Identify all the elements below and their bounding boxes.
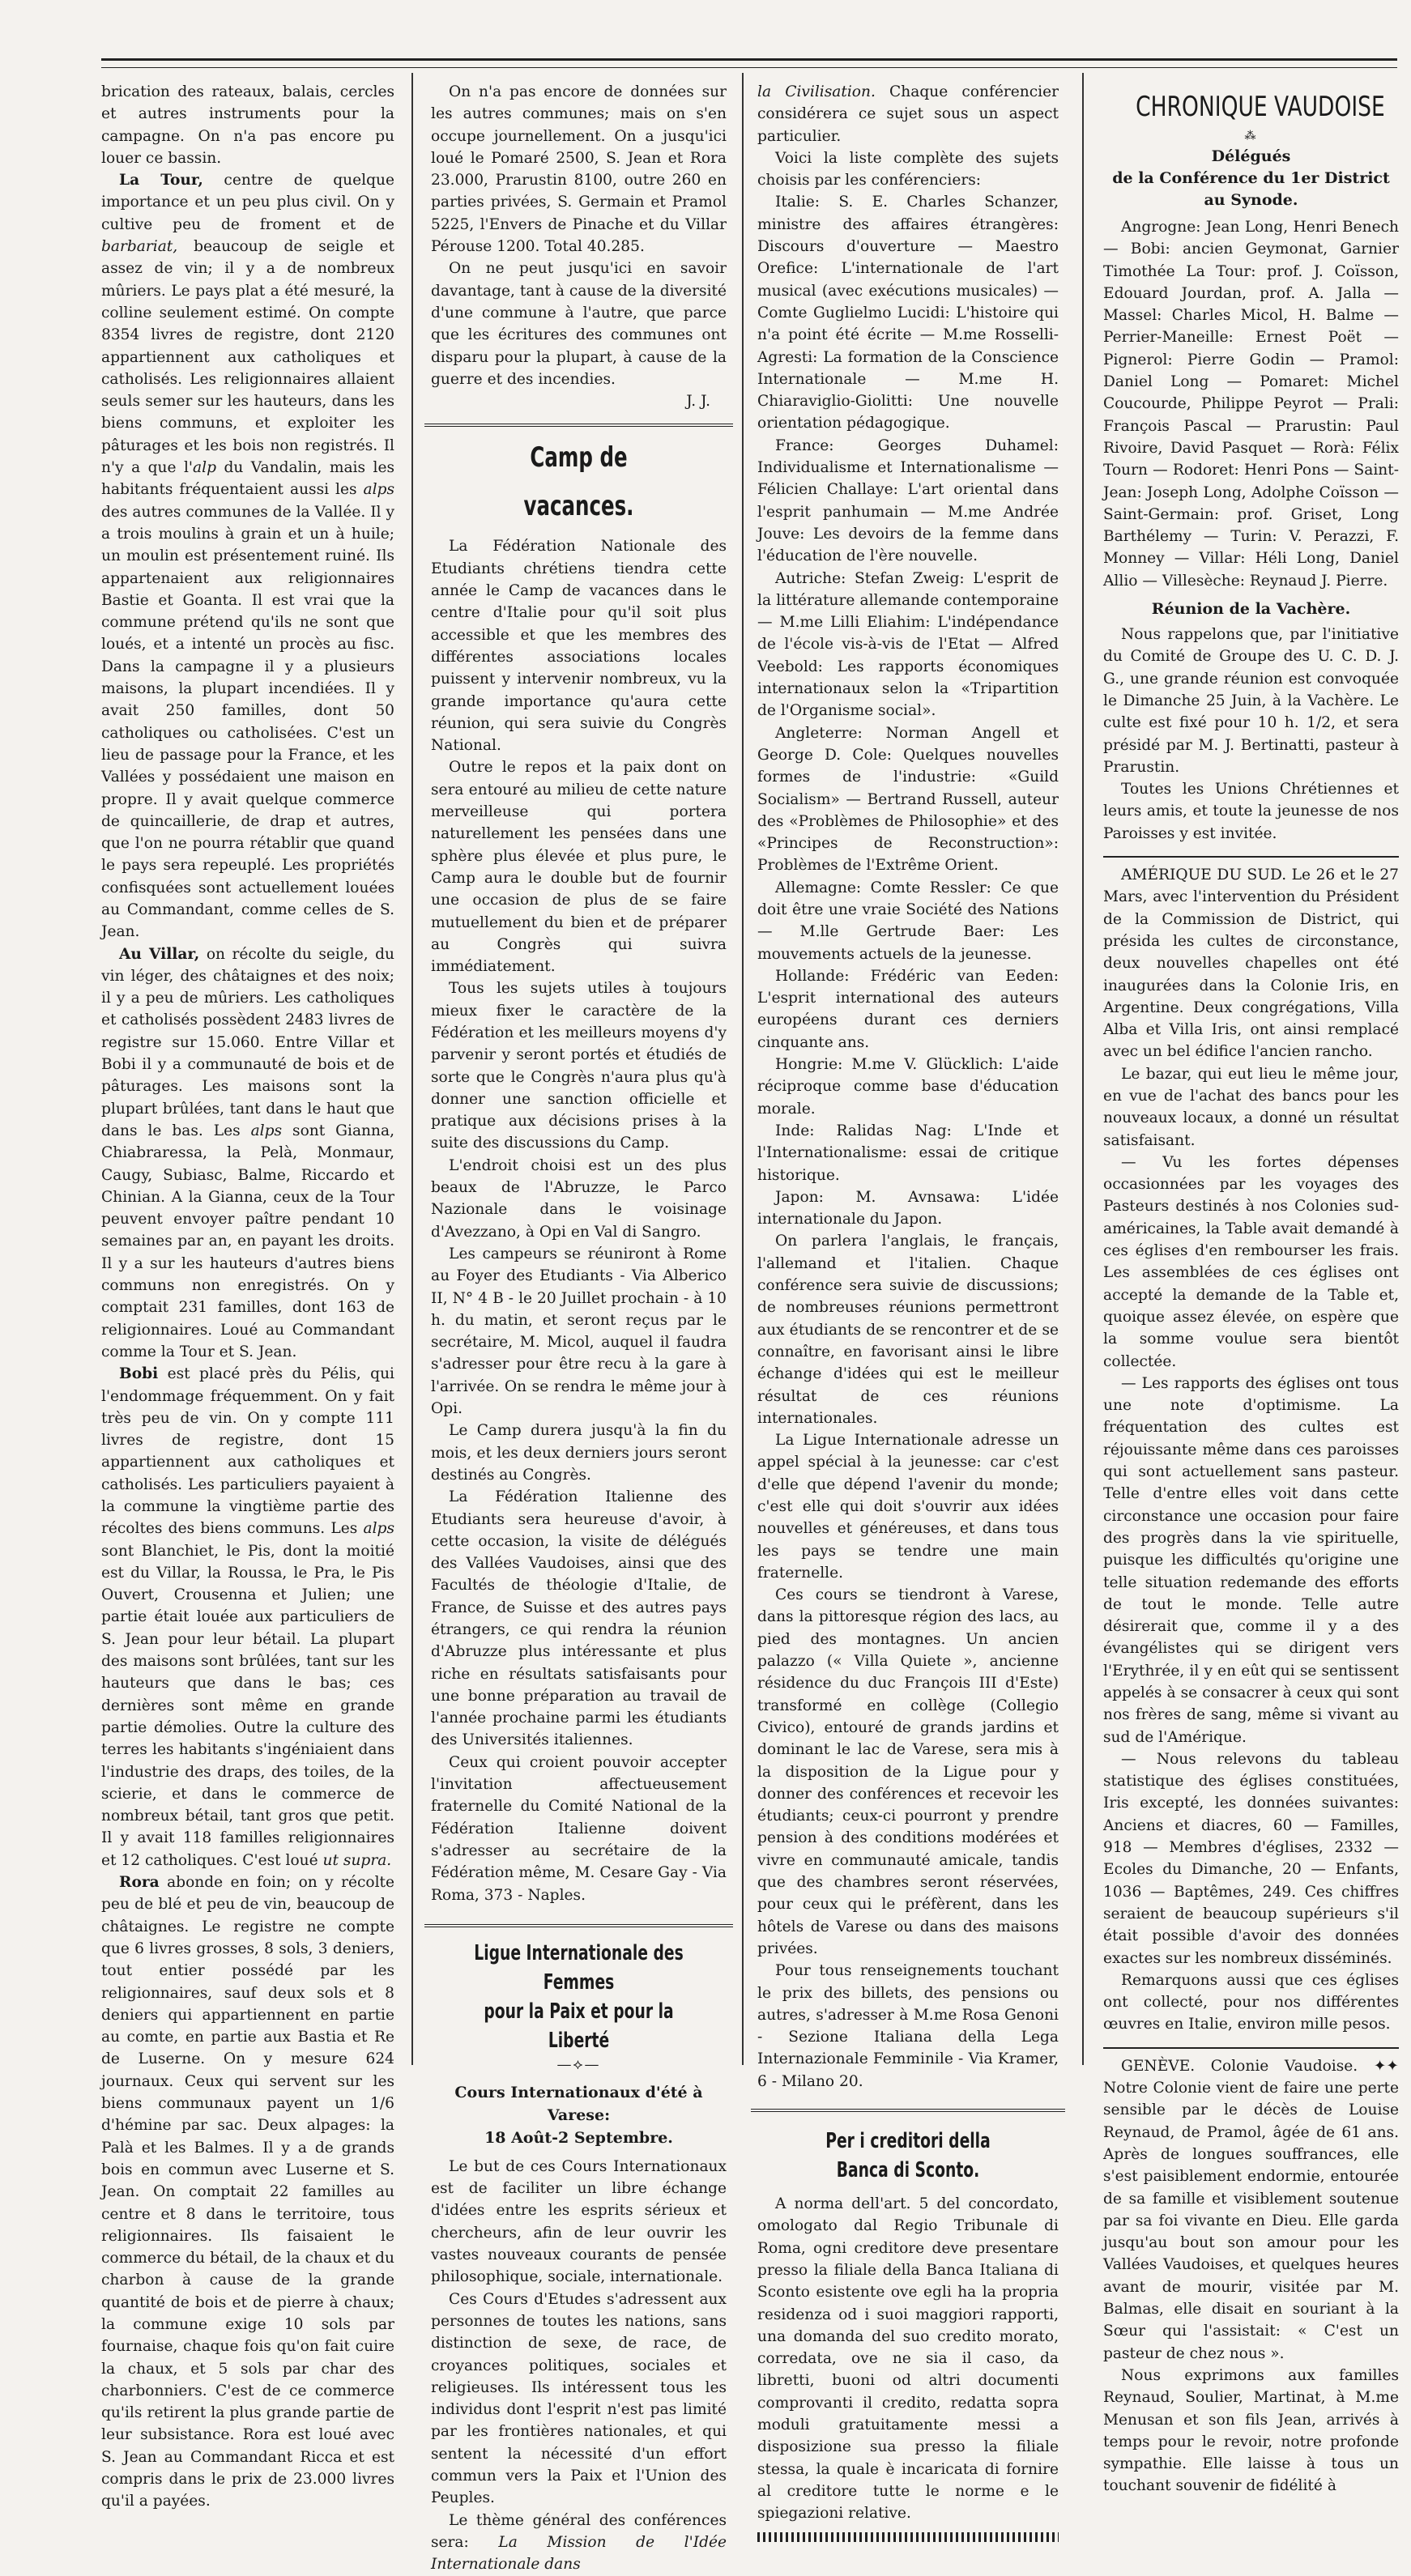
paragraph: Pour tous renseignements touchant le prix des billets, des pensions ou autres, s'adresser à M.me Rosa Genoni - Sezione Italiana della Lega Internazionale Femminile - Via Kramer, 6 - Milano 20. <box>757 1962 1059 2090</box>
paragraph: Remarquons aussi que ces églises ont collecté, pour nos différentes œuvres en Italie, environ mille pesos. <box>1103 1971 1399 2033</box>
paragraph: La Fédération Italienne des Etudiants sera heureuse d'avoir, à cette occasion, la visite de délégués des Vallées Vaudoises, ainsi que des Facultés de théologie d'Italie, de France, de Suisse et des autres pays étrangers, ce qui rendra la réunion d'Abruzze plus intéressante et plus riche en résultats satisfaisants pour une bonne préparation au travail de l'année prochaine parmi les étudiants des Universités italiennes. <box>431 1488 727 1749</box>
article-banca <box>751 2109 1065 2542</box>
paragraph: Outre le repos et la paix dont on sera entouré au milieu de cette nature merveilleuse qui portera naturellement les pensées dans une sphère plus élevée et plus pure, le Camp aura le double but de fournir une occasion de plus de se faire mutuellement du bien et de préparer au Congrès qui suivra immédiatement. <box>431 759 727 976</box>
paragraph: Voici la liste complète des sujets choisis par les conférenciers: <box>757 149 1059 189</box>
article-subtitle: Cours Internationaux d'été à Varese: <box>454 2083 703 2124</box>
signature: J. J. <box>686 393 710 411</box>
section-subtitle: Réunion de la Vachère. <box>1151 600 1351 619</box>
paragraph: Nous rappelons que, par l'initiative du Comité de Groupe des U. C. D. J. G., une grande réunion est convoquée le Dimanche 25 Juin, à la Vachère. Le culte est fixé pour 10 h. 1/2, et sera présidé par M. J. Bertinatti, pasteur à Prarustin. <box>1103 626 1399 776</box>
section-subtitle: Délégués <box>1211 147 1291 165</box>
paragraph: Le bazar, qui eut lieu le même jour, en vue de l'achat des bancs pour les nouveaux locaux, a donné un résultat satisfaisant. <box>1103 1065 1399 1149</box>
column-2 <box>431 81 727 2576</box>
paragraph: — Vu les fortes dépenses occasionnées par les voyages des Pasteurs destinés à nos Colonies sud-américaines, la Table avait demandé à ces églises d'en rembourser les frais. Les assemblées de ces églises ont accepté la demande de la Table et, quoique assez élevée, on espère que la somme voulue sera bientôt collectée. <box>1103 1153 1399 1370</box>
paragraph: On parlera l'anglais, le français, l'allemand et l'italien. Chaque conférence sera suivie de discussions; de nombreuses réunions permettront aux étudiants de se rencontrer et de se connaître, en favorisant ainsi le libre échange d'idées qui est le meilleur résultat de ces réunions internationales. <box>757 1233 1059 1427</box>
ornament: ⁂ <box>1244 130 1258 143</box>
ornament-divider: —⟡— <box>556 2055 601 2073</box>
article-ligue <box>424 1924 733 2576</box>
paragraph-villar: Au Villar, on récolte du seigle, du vin léger, des châtaignes et des noix; il y a peu de mûriers. Les catholiques et catholisés possèdent 2483 livres de registre sur 15.060. Entre Villar et Bobi il y a communauté de bois et de pâturages. Les maisons sont la plupart brûlées, tant dans le haut que dans le bas. Les alps sont Gianna, Chiabraressa, la Pelà, Monmaur, Caugy, Subiasc, Balme, Riccardo et Chinian. A la Gianna, ceux de la Tour peuvent envoyer paître pendant 10 semaines par an, en payant les droits. Il y a sur les hauteurs d'autres biens communs non enregistrés. On y comptait 231 familles, dont 163 de religionnaires. Loué au Commandant comme la Tour et S. Jean. <box>101 945 394 1360</box>
paragraph: La Fédération Nationale des Etudiants chrétiens tiendra cette année le Camp de vacances dans le centre d'Italie pour qu'il soit plus accessible et que les membres des différentes associations locales puissent y intervenir nombreux, vu la grande importance qu'aura cette réunion, qui sera suivie du Congrès National. <box>431 538 727 755</box>
speaker-list-hollande: Hollande: Frédéric van Eeden: L'esprit international des auteurs européens durant ces derniers cinquante ans. <box>757 967 1059 1051</box>
column-3 <box>757 81 1059 2542</box>
paragraph: Nous exprimons aux familles Reynaud, Soulier, Martinat, à M.me Menusan et son fils Jean, arrivés à temps pour le revoir, notre profonde sympathie. Elle laisse à tous un touchant souvenir de fidélité à <box>1103 2366 1399 2495</box>
section-subtitle: au Synode. <box>1204 191 1298 209</box>
section-title: CHRONIQUE VAUDOISE <box>1136 91 1385 123</box>
paragraph: L'endroit choisi est un des plus beaux de l'Abruzze, le Parco Nazionale dans le voisinage d'Avezzano, à Opi en Val di Sangro. <box>431 1156 727 1241</box>
paragraph-la-tour: La Tour, centre de quelque importance et un peu plus civil. On y cultive peu de froment et de barbariat, beaucoup de seigle et assez de vin; il y a de nombreux mûriers. Le pays plat a été mesuré, la colline seulement estimé. On compte 8354 livres de registre, dont 2120 appartiennent aux catholiques et catholisés. Les religionnaires allaient seuls semer sur les hauteurs, dans les biens communs, et exploiter les pâturages et les bois non registrés. Il n'y a que l'alp du Vandalin, mais les habitants fréquentaient aussi les alps des autres communes de la Vallée. Il y a trois moulins à grain et un à huile; un moulin est présentement ruiné. Ils appartenaient aux religionnaires Bastie et Goanta. Il est vrai que la commune prétend qu'ils ne sont que loués, et a intenté un procès au fisc. Dans la campagne il y a plusieurs maisons, la plupart incendiées. Il y avait 250 familles, dont 50 catholiques ou catholisées. C'est un lieu de passage pour la France, et les Vallées y possédaient une maison en propre. Il y avait quelque commerce de quincaillerie, de drap et autres, que l'on ne pourra rétablir que quand le pays sera repeuplé. Les propriétés confisquées sont actuellement louées au Commandant, comme celles de S. Jean. <box>101 172 394 941</box>
column-4 <box>1103 81 1399 2497</box>
speaker-list-angleterre: Angleterre: Norman Angell et George D. Cole: Quelques nouvelles formes de l'industrie: «Guild Socialism» — Bertrand Russell, auteur des «Problèmes de Philosophie» et des «Principes de Reconstruction»: Problèmes de l'Extrême Orient. <box>757 724 1059 875</box>
paragraph: Le Camp durera jusqu'à la fin du mois, et les deux derniers jours seront destinés au Congrès. <box>431 1422 727 1484</box>
paragraph: — Les rapports des églises ont tous une note d'optimisme. La fréquentation des cultes est réjouissante même dans ces paroisses qui sont actuellement sans pasteur. Telle d'entre elles voit dans cette circonstance une occasion pour faire des progrès dans la vie spirituelle, puisque les difficultés qu'origine une telle situation redemande des efforts de tout le monde. Telle autre désirerait que, comme il y a des évangélistes qui se dirigent vers l'Erythrée, il y en eût qui se sentissent appelés à se consacrer à ceux qui sont nos frères de sang, même si vivant au sud de l'Amérique. <box>1103 1374 1399 1746</box>
article-title-line: pour la Paix et pour la Liberté <box>484 1999 674 2053</box>
article-title: Per i creditori della Banca di Sconto. <box>825 2129 991 2183</box>
column-divider <box>742 73 744 2065</box>
article-title-line: Ligue Internationale des Femmes <box>474 1940 684 1995</box>
article-subtitle: 18 Août-2 Septembre. <box>484 2128 673 2147</box>
paragraph: GENÈVE. Colonie Vaudoise. ✦✦ Notre Colonie vient de faire une perte sensible par le décès de Louise Reynaud, de Pramol, âgée de 61 ans. Après de longues souffrances, elle s'est paisiblement endormie, entourée de sa famille et visiblement soutenue par sa foi vivante en Dieu. Elle garda jusqu'au bout son amour pour les Vallées Vaudoises, et quelques heures avant de mourir, visitée par M. Balmas, elle disait en souriant à la Sœur qui l'assistait: « C'est un pasteur de chez nous ». <box>1103 2057 1399 2362</box>
paragraph: AMÉRIQUE DU SUD. Le 26 et le 27 Mars, avec l'intervention du Président de la Commission de District, qui présida les cultes de circonstance, deux nouvelles chapelles ont été inaugurées dans la Colonie Iris, en Argentine. Deux congrégations, Villa Alba et Villa Iris, ont ainsi remplacé avec un bel édifice l'ancien rancho. <box>1103 866 1399 1061</box>
speaker-list-france: France: Georges Duhamel: Individualisme et Internationalisme — Félicien Challaye: L'art oriental dans l'esprit panhumain — M.me Andrée Jouve: Les devoirs de la femme dans l'éducation de l'ère nouvelle. <box>757 436 1059 565</box>
column-1 <box>101 81 394 2513</box>
paragraph: la Civilisation. Chaque conférencier considérera ce sujet sous un aspect particulier. <box>757 83 1059 145</box>
speaker-list-japon: Japon: M. Avnsawa: L'idée internationale du Japon. <box>757 1188 1059 1228</box>
column-divider <box>411 73 413 2065</box>
paragraph: On n'a pas encore de données sur les autres communes; mais on s'en occupe journellement. On a jusqu'ici loué le Pomaré 2500, S. Jean et Rora 23.000, Prarustin 8100, outre 260 en parties privées, S. Germain et Pramol 5225, l'Envers de Pinache et du Villar Pérouse 1200. Total 40.285. <box>431 83 727 256</box>
paragraph: Tous les sujets utiles à toujours mieux fixer le caractère de la Fédération et les meilleurs moyens d'y parvenir y seront portés et étudiés de sorte que le Congrès n'aura plus qu'à donner une sanction officielle et pratique aux décisions prises à la suite des discussions du Camp. <box>431 980 727 1152</box>
paragraph: brication des rateaux, balais, cercles et autres instruments pour la campagne. On n'a pas encore pu louer ce bassin. <box>101 83 394 167</box>
paragraph: Les campeurs se réuniront à Rome au Foyer des Etudiants - Via Alberico II, N° 4 B - le 20 Juillet prochain - à 10 h. du matin, et seront reçus par le secrétaire, M. Micol, auquel il faudra s'adresser pour être recu à la gare à l'arrivée. On se rendra le même jour à Opi. <box>431 1245 727 1418</box>
paragraph: On ne peut jusqu'ici en savoir davantage, tant à cause de la diversité d'une commune à l'autre, que parce que les écritures des communes ont disparu pour la plupart, à cause de la guerre et des incendies. <box>431 260 727 388</box>
paragraph: Toutes les Unions Chrétiennes et leurs amis, et toute la jeunesse de nos Paroisses y est invitée. <box>1103 781 1399 842</box>
section-subtitle: de la Conférence du 1er District <box>1112 169 1390 187</box>
speaker-list-allemagne: Allemagne: Comte Ressler: Ce que doit être une vraie Société des Nations — M.lle Gertrude Baer: Les mouvements actuels de la jeunesse. <box>757 879 1059 963</box>
article-camp <box>424 424 733 1905</box>
paragraph: Ceux qui croient pouvoir accepter l'invitation affectueusement fraternelle du Comité National de la Fédération Italienne doivent s'adresser au secrétaire de la Fédération même, M. Cesare Gay - Via Roma, 373 - Naples. <box>431 1753 727 1904</box>
paragraph: La Ligue Internationale adresse un appel spécial à la jeunesse: car c'est d'elle que dépend l'avenir du monde; c'est elle qui doit s'ouvrir aux idées nouvelles et généreuses, et dans tous les pays se tendre une main fraternelle. <box>757 1432 1059 1582</box>
divider <box>1103 856 1399 858</box>
divider <box>1103 2047 1399 2049</box>
article-title: Camp de vacances. <box>523 441 634 523</box>
paragraph-rora: Rora abonde en foin; on y récolte peu de blé et peu de vin, beaucoup de châtaignes. Le registre ne compte que 6 livres grosses, 8 sols, 3 deniers, tout entier possédé par les religionnaires, sauf deux sols et 8 deniers qui appartiennent en partie au comte, en partie aux Bastia et Re de Luserne. On y mesure 624 journaux. Ceux qui servent sur les biens communaux payent un 1/6 d'hémine par sac. Deux alpages: la Palà et les Balmes. Il y a de grands bois en commun avec Luserne et S. Jean. On comptait 22 familles au centre et 8 dans le territoire, tous religionnaires. Ils faisaient le commerce du bétail, de la chaux et du charbon à cause de la grande quantité de bois et de pierre à chaux; la commune exige 10 sols par fournaise, chaque fois qu'on fait cuire la chaux, et 5 sols par char des charbonniers. C'est de ce commerce qu'ils retirent la plus grande partie de leur subsistance. Rora est loué avec S. Jean au Commandant Ricca et est compris dans le prix de 23.000 livres qu'il a payées. <box>101 1874 394 2510</box>
speaker-list-inde: Inde: Ralidas Nag: L'Inde et l'Internationalisme: essai de critique historique. <box>757 1122 1059 1184</box>
paragraph: A norma dell'art. 5 del concordato, omologato dal Regio Tribunale di Roma, ogni creditore deve presentare presso la filiale della Banca Italiana di Sconto esistente ove egli ha la propria residenza od i suoi maggiori rapporti, una domanda del suo credito morato, corredata, ove ne sia il caso, da libretti, buoni od altri documenti comprovanti il credito, redatta sopra moduli gratuitamente messi a disposizione sua presso la filiale stessa, la quale è incaricata di fornire al creditore tutte le norme e le spiegazioni relative. <box>757 2195 1059 2523</box>
paragraph: Ces cours se tiendront à Varese, dans la pittoresque région des lacs, au pied des montagnes. Un ancien palazzo (« Villa Quiete », ancienne résidence du duc François III d'Este) transformé en collège (Collegio Civico), entouré de grands jardins et dominant le lac de Varese, sera mis à la disposition de la Ligue pour y donner des conférences et recevoir les étudiants; ceux-ci pourront y prendre pension à des conditions modérées et vivre en communauté amicale, tandis que des chambres seront réservées, pour ceux qui le préfèrent, dans les hôtels de Varese ou dans des maisons privées. <box>757 1586 1059 1957</box>
paragraph: Le thème général des conférences sera: La Mission de l'Idée Internationale dans <box>431 2511 727 2574</box>
speaker-list-autriche: Autriche: Stefan Zweig: L'esprit de la littérature allemande contemporaine — M.me Lilli Eliahim: L'indépendance de l'école vis-à-vis de l'Etat — Alfred Veebold: Les rapports économiques internationaux selon la «Tripartition de l'Organisme social». <box>757 569 1059 720</box>
delegates-list: Angrogne: Jean Long, Henri Benech — Bobi: ancien Geymonat, Garnier Timothée La Tour: prof. J. Coïsson, Edouard Jourdan, prof. A. Jalla — Massel: Charles Micol, H. Balme — Perrier-Maneille: Ernest Poët — Pignerol: Pierre Godin — Pramol: Daniel Long — Pomaret: Michel Coucourde, Philippe Peyrot — Prali: François Pascal — Prarustin: Paul Rivoire, David Pasquet — Rorà: Félix Tourn — Rodoret: Henri Pons — Saint-Jean: Joseph Long, Adolphe Coïsson — Saint-Germain: prof. Griset, Long Barthélemy — Turin: V. Perazzi, F. Monney — Villar: Héli Long, Daniel Allio — Villesèche: Reynaud J. Pierre. <box>1103 219 1399 590</box>
speaker-list-hongrie: Hongrie: M.me V. Glücklich: L'aide réciproque comme base d'éducation morale. <box>757 1056 1059 1118</box>
column-divider <box>1082 73 1084 2065</box>
masthead-rule <box>101 58 1397 68</box>
speaker-list-italie: Italie: S. E. Charles Schanzer, ministre des affaires étrangères: Discours d'ouverture — Maestro Orefice: L'internationale de l'art musical (avec exécutions musicales) — Comte Guglielmo Lucidi: L'histoire qui n'a point été écrite — M.me Rosselli-Agresti: La formation de la Conscience Internationale — M.me H. Chiaraviglio-Giolitti: Une nouvelle orientation pédagogique. <box>757 194 1059 432</box>
paragraph: Ces Cours d'Etudes s'adressent aux personnes de toutes les nations, sans distinction de sexe, de race, de croyances politiques, sociales et religieuses. Ils intéressent tous les individus dont l'esprit n'est pas limité par les frontières nationales, et qui sentent la nécessité d'un effort commun vers la Paix et l'Union des Peuples. <box>431 2290 727 2507</box>
ornament-rule <box>757 2532 1059 2542</box>
paragraph: — Nous relevons du tableau statistique des églises constituées, Iris excepté, les données suivantes: Anciens et diacres, 60 — Familles, 918 — Membres d'églises, 2332 — Ecoles du Dimanche, 20 — Enfants, 1036 — Baptêmes, 249. Ces chiffres seraient de beaucoup supérieurs s'il était possible d'avoir des données exactes sur les nombreux disséminés. <box>1103 1750 1399 1967</box>
paragraph: Le but de ces Cours Internationaux est de faciliter un libre échange d'idées entre les esprits sérieux et chercheurs, afin de leur ouvrir les vastes nouveaux courants de pensée philosophique, sociale, internationale. <box>431 2157 727 2286</box>
paragraph-bobi: Bobi est placé près du Pélis, qui l'endommage fréquemment. On y fait très peu de vin. On y compte 111 livres de registre, dont 15 appartiennent aux catholiques et catholisés. Les particuliers payaient à la commune la vingtième partie des récoltes des biens communs. Les alps sont Blanchiet, le Pis, dont la moitié est du Villar, la Roussa, le Pra, le Pis Ouvert, Crousenna et Julien; une partie était louée aux particuliers de S. Jean pour leur bétail. La plupart des maisons sont brûlées, tant sur les hauteurs que dans le bas; ces dernières sont même en grande partie démolies. Outre la culture des terres les habitants s'ingéniaient dans l'industrie des draps, des toiles, de la scierie, et dans le commerce de nombreux bétail, tant gros que petit. Il y avait 118 familles religionnaires et 12 catholiques. C'est loué ut supra. <box>101 1365 394 1869</box>
